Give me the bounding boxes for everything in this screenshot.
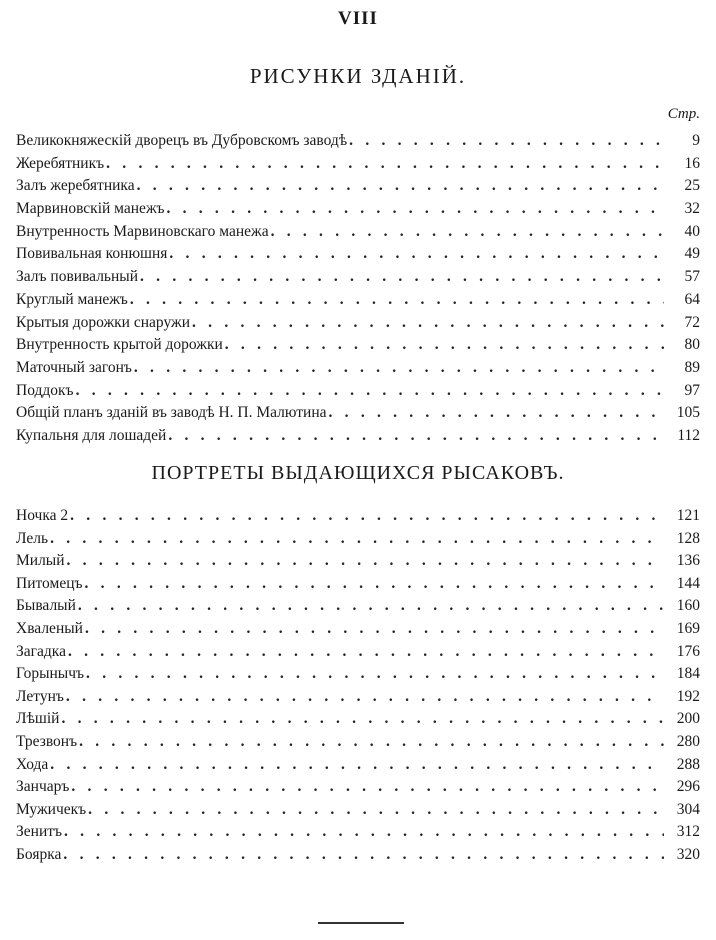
toc-entry-label: Повивальная конюшня xyxy=(16,245,168,263)
toc-entry xyxy=(16,243,700,266)
toc-entry-label: Великокняжескiй дворецъ въ Дубровскомъ заводѣ xyxy=(16,132,348,149)
dot-leader xyxy=(134,357,664,380)
dot-leader xyxy=(61,708,664,731)
toc-entry-page: 128 xyxy=(676,529,700,547)
toc-entry-label: Поддокъ xyxy=(16,381,74,399)
dot-leader xyxy=(71,776,664,799)
toc-entry-label: Маточный загонъ xyxy=(16,358,132,376)
dot-leader xyxy=(50,528,664,551)
dot-leader xyxy=(85,573,664,596)
toc-entry-label: Трезвонъ xyxy=(16,732,78,750)
dot-leader xyxy=(50,754,664,777)
toc-entry-label: Ночка 2 xyxy=(16,507,69,524)
dot-leader xyxy=(106,153,664,176)
dot-leader xyxy=(166,198,664,221)
toc-entry-label: Общiй планъ зданiй въ заводѣ Н. П. Малютина xyxy=(16,404,327,422)
toc-entry-label: Залъ жеребятника xyxy=(16,177,135,195)
toc-entry-label: Крытыя дорожки снаружи xyxy=(16,313,191,331)
toc-entry-page: 105 xyxy=(676,404,700,422)
dot-leader xyxy=(66,686,664,709)
toc-entry xyxy=(16,175,700,198)
dot-leader xyxy=(78,595,664,618)
toc-entry-page: 57 xyxy=(684,268,700,286)
toc-entry-label: Мужичекъ xyxy=(16,800,87,818)
toc-entry xyxy=(16,641,700,664)
toc-entry-page: 312 xyxy=(676,823,700,841)
dot-leader xyxy=(169,243,664,266)
toc-entry xyxy=(16,153,700,176)
dot-leader xyxy=(329,402,664,425)
toc-entry xyxy=(16,731,700,754)
toc-entry-page: 280 xyxy=(676,732,700,750)
toc-entry xyxy=(16,550,700,573)
toc-entry-label: Залъ повивальный xyxy=(16,268,139,286)
toc-entry-label: Жеребятникъ xyxy=(16,154,105,172)
toc-entry-page: 72 xyxy=(684,313,700,331)
toc-entry xyxy=(16,595,700,618)
section-title-buildings: РИСУНКИ ЗДАНIЙ. xyxy=(249,64,467,88)
toc-entry xyxy=(16,130,700,153)
toc-entry-page: 80 xyxy=(684,336,700,354)
toc-entry xyxy=(16,528,700,551)
toc-entry-page: 184 xyxy=(676,665,700,683)
toc-entry xyxy=(16,402,700,425)
toc-entry-page: 112 xyxy=(677,426,700,444)
toc-entry xyxy=(16,198,700,221)
toc-entry xyxy=(16,334,700,357)
dot-leader xyxy=(130,289,664,312)
toc-entry-label: Занчаръ xyxy=(16,778,70,796)
toc-entry xyxy=(16,686,700,709)
toc-entry-page: 121 xyxy=(676,507,700,524)
toc-entry-page: 192 xyxy=(676,687,700,705)
toc-entry-page: 136 xyxy=(676,552,700,570)
section-title-portraits: ПОРТРЕТЫ ВЫДАЮЩИХСЯ РЫСАКОВЪ. xyxy=(151,462,565,484)
toc-entry-label: Хода xyxy=(16,755,49,773)
toc-entry xyxy=(16,357,700,380)
toc-entry xyxy=(16,776,700,799)
dot-leader xyxy=(63,844,664,867)
toc-entry-label: Марвиновскiй манежъ xyxy=(16,200,165,218)
toc-entry-label: Внутренность крытой дорожки xyxy=(16,336,223,354)
toc-entry-page: 25 xyxy=(684,177,700,195)
toc-entry-page: 288 xyxy=(676,755,700,773)
bottom-rule xyxy=(318,922,404,924)
toc-entry xyxy=(16,312,700,335)
toc-entry-page: 160 xyxy=(676,597,700,615)
toc-entry-label: Бывалый xyxy=(16,597,76,615)
dot-leader xyxy=(64,821,664,844)
toc-entry-label: Круглый манежъ xyxy=(16,290,128,308)
toc-entry xyxy=(16,425,700,448)
dot-leader xyxy=(168,425,664,448)
toc-entry-page: 49 xyxy=(684,245,700,263)
toc-entry-label: Загадка xyxy=(16,642,66,660)
dot-leader xyxy=(67,550,664,573)
toc-entry xyxy=(16,618,700,641)
toc-entry xyxy=(16,708,700,731)
toc-entry xyxy=(16,754,700,777)
toc-entry-label: Купальня для лошадей xyxy=(16,426,167,444)
toc-entry-label: Зенитъ xyxy=(16,823,63,841)
dot-leader xyxy=(192,312,664,335)
toc-entry-page: 320 xyxy=(676,845,700,863)
toc-entry-label: Горынычъ xyxy=(16,665,85,683)
toc-list-portraits xyxy=(16,505,700,867)
toc-entry-label: Лѣшiй xyxy=(16,710,60,728)
dot-leader xyxy=(85,618,664,641)
toc-entry-page: 144 xyxy=(676,574,700,592)
toc-entry-page: 169 xyxy=(676,619,700,637)
dot-leader xyxy=(68,641,664,664)
toc-entry-page: 40 xyxy=(684,222,700,240)
page-number: VIII xyxy=(338,8,378,29)
toc-entry-label: Питомецъ xyxy=(16,574,83,592)
page-column-header: Стр. xyxy=(667,106,700,122)
toc-entry-page: 16 xyxy=(684,154,700,172)
toc-entry-label: Летунъ xyxy=(16,687,64,705)
toc-entry xyxy=(16,573,700,596)
toc-entry xyxy=(16,221,700,244)
toc-entry-page: 32 xyxy=(684,200,700,218)
dot-leader xyxy=(86,663,664,686)
toc-entry xyxy=(16,289,700,312)
dot-leader xyxy=(70,505,664,528)
toc-list-buildings xyxy=(16,130,700,448)
dot-leader xyxy=(271,221,664,244)
toc-entry-page: 304 xyxy=(676,800,700,818)
toc-entry xyxy=(16,799,700,822)
toc-entry xyxy=(16,505,700,528)
toc-entry xyxy=(16,266,700,289)
toc-entry-label: Хваленый xyxy=(16,619,83,637)
toc-entry-label: Внутренность Марвиновскаго манежа xyxy=(16,222,269,240)
dot-leader xyxy=(79,731,664,754)
dot-leader xyxy=(140,266,664,289)
toc-entry-label: Лель xyxy=(16,529,49,547)
toc-entry-label: Боярка xyxy=(16,845,62,863)
dot-leader xyxy=(88,799,664,822)
toc-entry-page: 9 xyxy=(692,132,700,149)
toc-entry xyxy=(16,844,700,867)
toc-entry xyxy=(16,663,700,686)
dot-leader xyxy=(76,380,664,403)
toc-entry-page: 64 xyxy=(684,290,700,308)
toc-entry-label: Милый xyxy=(16,552,65,570)
toc-entry-page: 89 xyxy=(684,358,700,376)
dot-leader xyxy=(349,130,664,153)
dot-leader xyxy=(225,334,664,357)
toc-entry-page: 97 xyxy=(684,381,700,399)
dot-leader xyxy=(137,175,664,198)
toc-entry-page: 200 xyxy=(676,710,700,728)
toc-entry-page: 176 xyxy=(676,642,700,660)
toc-entry xyxy=(16,821,700,844)
toc-entry xyxy=(16,380,700,403)
toc-entry-page: 296 xyxy=(676,778,700,796)
